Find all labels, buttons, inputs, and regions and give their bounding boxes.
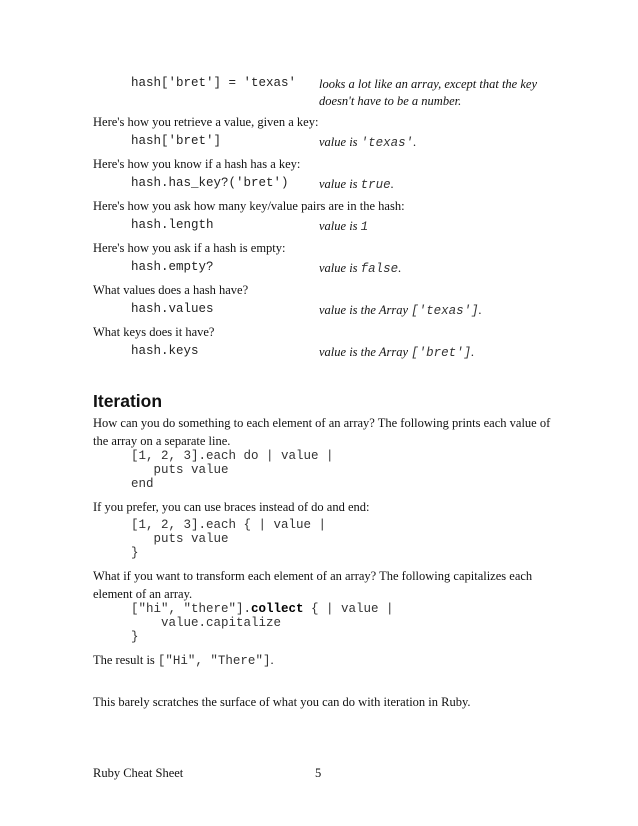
prose-pairs: Here's how you ask how many key/value pairs are in the hash: bbox=[93, 199, 405, 213]
note-hash-keys: value is the Array ['bret']. bbox=[319, 345, 475, 360]
code-hash-retrieve: hash['bret'] bbox=[131, 134, 222, 148]
prose-retrieve: Here's how you retrieve a value, given a key: bbox=[93, 115, 319, 129]
prose-empty: Here's how you ask if a hash is empty: bbox=[93, 241, 286, 255]
code-each-do: [1, 2, 3].each do | value | puts value end bbox=[131, 449, 334, 492]
code-hash-length: hash.length bbox=[131, 218, 214, 232]
prose-values: What values does a hash have? bbox=[93, 283, 249, 297]
code-hash-has-key: hash.has_key?('bret') bbox=[131, 176, 289, 190]
prose-braces: If you prefer, you can use braces instead of do and end: bbox=[93, 500, 370, 514]
code-hash-assign: hash['bret'] = 'texas' bbox=[131, 76, 297, 90]
prose-closing: This barely scratches the surface of what you can do with iteration in Ruby. bbox=[93, 695, 471, 709]
note-hash-empty: value is false. bbox=[319, 261, 402, 276]
prose-has-key: Here's how you know if a hash has a key: bbox=[93, 157, 301, 171]
iteration-intro: How can you do something to each element of an array? The following prints each value of the array on a separate line. bbox=[93, 416, 551, 448]
code-each-braces: [1, 2, 3].each { | value | puts value } bbox=[131, 518, 327, 561]
note-hash-values: value is the Array ['texas']. bbox=[319, 303, 482, 318]
footer-title: Ruby Cheat Sheet bbox=[93, 766, 184, 780]
prose-result: The result is ["Hi", "There"]. bbox=[93, 653, 274, 668]
iteration-heading: Iteration bbox=[93, 391, 163, 411]
footer-page-number: 5 bbox=[315, 766, 322, 780]
code-hash-values: hash.values bbox=[131, 302, 214, 316]
note-hash-length: value is 1 bbox=[319, 219, 369, 234]
prose-keys: What keys does it have? bbox=[93, 325, 215, 339]
code-hash-keys: hash.keys bbox=[131, 344, 199, 358]
code-collect: ["hi", "there"].collect { | value | value.capitalize } bbox=[131, 602, 394, 645]
note-hash-has-key: value is true. bbox=[319, 177, 394, 192]
code-hash-empty: hash.empty? bbox=[131, 260, 214, 274]
note-hash-assign: looks a lot like an array, except that the key doesn't have to be a number. bbox=[319, 77, 537, 108]
prose-transform: What if you want to transform each element of an array? The following capitalizes each element of an array. bbox=[93, 569, 533, 601]
note-hash-retrieve: value is 'texas'. bbox=[319, 135, 417, 150]
